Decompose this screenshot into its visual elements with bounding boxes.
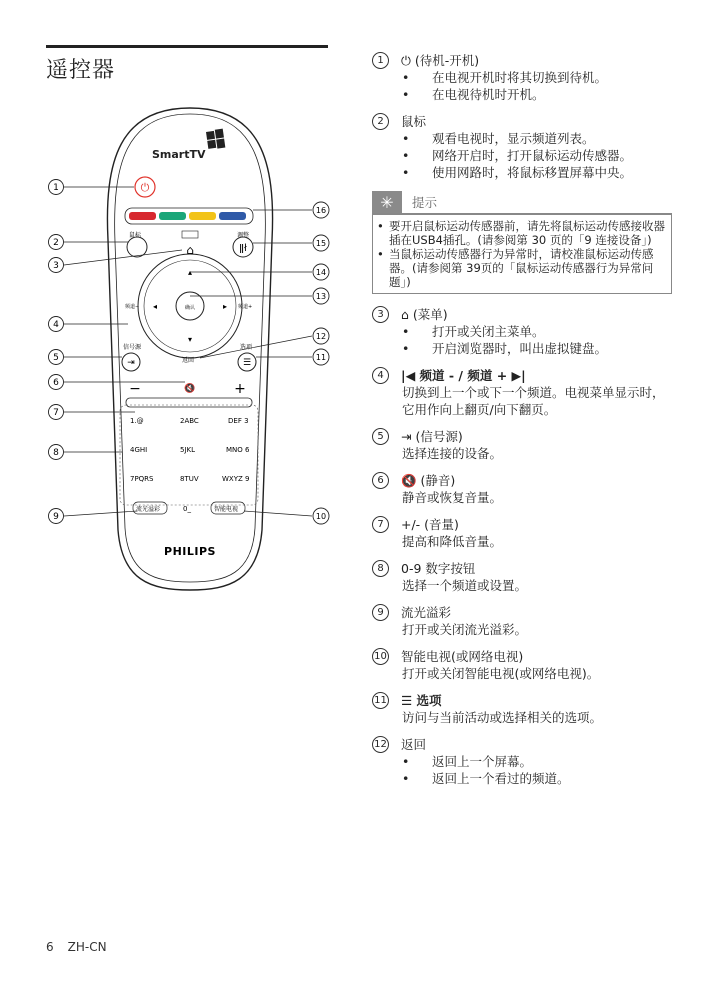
back-label: 返回 <box>182 357 195 364</box>
red-key <box>129 212 156 220</box>
remote-illustration <box>0 100 360 660</box>
list-item: • 使用网路时，将鼠标移置屏幕中央。 <box>402 165 633 180</box>
ok-label: 确认 <box>184 305 196 311</box>
section-number: 3 <box>372 306 389 323</box>
key-6: MNO 6 <box>226 446 250 454</box>
key-9: WXYZ 9 <box>222 475 250 483</box>
callout-4-num: 4 <box>53 320 59 330</box>
section-number: 7 <box>372 516 389 533</box>
key-8: 8TUV <box>180 475 199 483</box>
callout-12-num: 12 <box>315 332 327 341</box>
plus-label: + <box>234 381 246 397</box>
list-item: • 在电视开机时将其切换到待机。 <box>402 70 608 85</box>
mute-icon: 🔇 <box>184 384 196 394</box>
section-3 <box>372 306 672 357</box>
section-body: 提高和降低音量。 <box>402 534 503 549</box>
smarttv-logo-text: SmartTV <box>152 148 206 161</box>
section-title: (待机-开机) <box>414 53 480 68</box>
minus-label: − <box>129 381 141 397</box>
callout-11-num: 11 <box>315 353 327 362</box>
mouse-label: 鼠标 <box>129 232 142 239</box>
keyboard-icon <box>182 231 198 238</box>
callout-9-num: 9 <box>53 512 59 522</box>
section-12 <box>372 736 672 787</box>
page-number: 6 <box>46 940 54 954</box>
section-10 <box>372 648 672 682</box>
key-1: 1.@ <box>130 417 144 425</box>
section-2 <box>372 113 672 181</box>
section-number: 1 <box>372 52 389 69</box>
callout-8-num: 8 <box>53 448 59 458</box>
tip-box <box>372 213 672 294</box>
section-11 <box>372 692 672 726</box>
section-number: 8 <box>372 560 389 577</box>
list-item: • 开启浏览器时，叫出虚拟键盘。 <box>402 341 608 356</box>
section-title: 流光溢彩 <box>401 605 452 620</box>
down-arrow-icon: ▾ <box>187 335 193 344</box>
section-title: ☰ 选项 <box>401 693 442 708</box>
list-item: • 观看电视时，显示频道列表。 <box>402 131 595 146</box>
list-item: • 返回上一个屏幕。 <box>402 754 533 769</box>
tip-label: 提示 <box>412 194 438 210</box>
list-item: • 当鼠标运动传感器行为异常时，请校准鼠标运动传感器。(请参阅第 39页的「鼠标运动传感器行为异常问题」) <box>377 247 654 289</box>
section-1 <box>372 52 672 103</box>
callout-3-num: 3 <box>53 261 59 271</box>
callout-2-num: 2 <box>53 238 59 248</box>
callout-5-num: 5 <box>53 353 59 363</box>
philips-logo: PHILIPS <box>164 545 216 558</box>
next-channel-label: 频道+ <box>238 304 253 310</box>
section-title: |◀ 频道 - / 频道 + ▶| <box>401 368 526 383</box>
ambilight-label: 流光溢彩 <box>136 506 161 513</box>
key-0: 0_ <box>183 505 191 513</box>
key-3: DEF 3 <box>228 417 249 425</box>
section-title: 返回 <box>401 737 427 752</box>
smart-tv-label: 智能电视 <box>214 506 239 513</box>
power-icon: ⏻ <box>140 181 150 194</box>
section-body: 打开或关闭智能电视(或网络电视)。 <box>402 666 600 681</box>
section-title: +/- (音量) <box>401 517 459 532</box>
section-9 <box>372 604 672 638</box>
section-5 <box>372 428 672 462</box>
section-number: 5 <box>372 428 389 445</box>
list-item: • 要开启鼠标运动传感器前，请先将鼠标运动传感接收器插在USB4插孔。(请参阅第 30 页的「9 连接设备」) <box>377 219 665 247</box>
section-title: 0-9 数字按钮 <box>401 561 476 576</box>
section-number: 2 <box>372 113 389 130</box>
up-arrow-icon: ▴ <box>187 268 193 277</box>
blue-key <box>219 212 246 220</box>
section-number: 6 <box>372 472 389 489</box>
section-title: 智能电视(或网络电视) <box>401 649 524 664</box>
section-title: 鼠标 <box>401 114 427 129</box>
section-body: 选择一个频道或设置。 <box>402 578 528 593</box>
windows-logo-icon <box>206 129 225 150</box>
section-body: 切换到上一个或下一个频道。电视菜单显示时，它用作向上翻页/向下翻页。 <box>402 385 665 417</box>
green-key <box>159 212 186 220</box>
key-2: 2ABC <box>180 417 199 425</box>
callout-14-num: 14 <box>315 268 327 277</box>
section-title: ⇥ (信号源) <box>401 429 463 444</box>
callout-7-num: 7 <box>53 408 59 418</box>
list-item: • 返回上一个看过的频道。 <box>402 771 570 786</box>
section-6 <box>372 472 672 506</box>
section-7 <box>372 516 672 550</box>
section-title: 🔇 (静音) <box>401 473 456 488</box>
callout-lines <box>64 187 312 516</box>
section-body: 打开或关闭流光溢彩。 <box>402 622 528 637</box>
callout-16-num: 16 <box>315 206 327 215</box>
callout-10-num: 10 <box>315 512 327 521</box>
left-arrow-icon: ◂ <box>152 302 158 311</box>
list-item: • 在电视待机时开机。 <box>402 87 545 102</box>
section-body: 静音或恢复音量。 <box>402 490 503 505</box>
section-body: 选择连接的设备。 <box>402 446 503 461</box>
key-4: 4GHI <box>130 446 148 454</box>
section-number: 10 <box>372 648 389 665</box>
yellow-key <box>189 212 216 220</box>
home-icon: ⌂ <box>186 243 194 257</box>
prev-channel-label: 频道− <box>125 304 140 310</box>
adjust-label: 调整 <box>237 232 250 239</box>
description-column <box>372 52 672 797</box>
options-label: 选项 <box>240 344 253 351</box>
source-icon: ⇥ <box>127 358 135 368</box>
page-footer <box>46 940 107 954</box>
callout-1-num: 1 <box>53 183 59 193</box>
section-number: 4 <box>372 367 389 384</box>
section-8 <box>372 560 672 594</box>
title-rule <box>46 45 328 48</box>
key-7: 7PQRS <box>130 475 154 483</box>
section-number: 12 <box>372 736 389 753</box>
home-icon: ⌂ <box>401 307 409 322</box>
section-title: (菜单) <box>412 307 448 322</box>
section-body: 访问与当前活动或选择相关的选项。 <box>402 710 603 725</box>
adjust-icon: ǁł <box>239 243 247 254</box>
callout-6-num: 6 <box>53 378 59 388</box>
section-number: 11 <box>372 692 389 709</box>
power-icon: ⏻ <box>401 53 411 68</box>
right-arrow-icon: ▸ <box>222 302 228 311</box>
mouse-button <box>127 237 147 257</box>
language-code: ZH-CN <box>67 940 107 954</box>
callout-13-num: 13 <box>315 292 327 301</box>
page-title: 遥控器 <box>46 58 116 83</box>
volume-rocker <box>126 398 252 407</box>
list-item: • 打开或关闭主菜单。 <box>402 324 545 339</box>
section-4 <box>372 367 672 418</box>
options-icon: ☰ <box>242 358 252 368</box>
callout-15-num: 15 <box>315 239 327 248</box>
source-label: 信号源 <box>123 344 142 351</box>
tip-star-icon: ✳ <box>372 191 402 213</box>
section-number: 9 <box>372 604 389 621</box>
tip-header <box>372 191 672 213</box>
list-item: • 网络开启时，打开鼠标运动传感器。 <box>402 148 633 163</box>
key-5: 5JKL <box>180 446 196 454</box>
